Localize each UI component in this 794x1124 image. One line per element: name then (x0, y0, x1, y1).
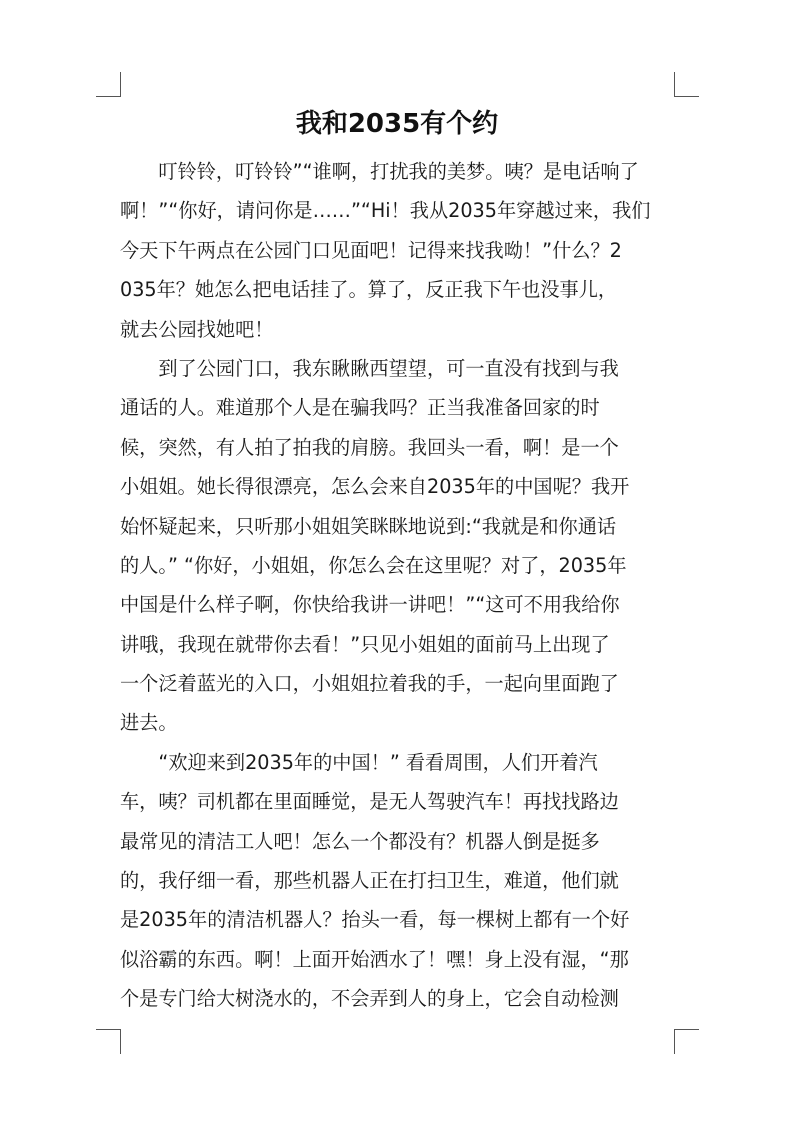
text-line: 讲哦，我现在就带你去看！”只见小姐姐的面前马上出现了 (120, 632, 610, 656)
text-line: 的，我仔细一看，那些机器人正在打扫卫生，难道，他们就 (120, 869, 619, 893)
text-line: 的人。” “你好，小姐姐，你怎么会在这里呢？对了，2035年 (120, 553, 627, 577)
text-line: 就去公园找她吧！ (120, 317, 274, 341)
text-line: 是2035年的清洁机器人？抬头一看，每一棵树上都有一个好 (120, 908, 630, 932)
text-line: 最常见的清洁工人吧！怎么一个都没有？机器人倒是挺多 (120, 829, 600, 853)
text-line: 到了公园门口，我东瞅瞅西望望，可一直没有找到与我 (120, 356, 619, 380)
text-line: 个是专门给大树浇水的，不会弄到人的身上，它会自动检测 (120, 987, 619, 1011)
text-line: 035年？她怎么把电话挂了。算了，反正我下午也没事儿， (120, 278, 618, 302)
page-corner-mark-bottom-right (674, 1029, 699, 1054)
page-corner-mark-top-left (96, 72, 121, 97)
document-title: 我和2035有个约 (295, 109, 499, 139)
text-line: 一个泛着蓝光的入口，小姐姐拉着我的手，一起向里面跑了 (120, 672, 619, 696)
text-line: 通话的人。难道那个人是在骗我吗？正当我准备回家的时 (120, 396, 600, 420)
text-line: 进去。 (120, 711, 178, 735)
text-line: 小姐姐。她长得很漂亮，怎么会来自2035年的中国呢？我开 (120, 475, 630, 499)
text-line: 候，突然，有人拍了拍我的肩膀。我回头一看，啊！是一个 (120, 435, 619, 459)
text-line: 中国是什么样子啊，你快给我讲一讲吧！”“这可不用我给你 (120, 593, 620, 617)
page-corner-mark-bottom-left (96, 1029, 121, 1054)
text-line: 车，咦？司机都在里面睡觉，是无人驾驶汽车！再找找路边 (120, 790, 619, 814)
text-line: 啊！”“你好，请问你是……”“Hi！我从2035年穿越过来，我们 (120, 199, 651, 223)
text-line: 叮铃铃，叮铃铃”“谁啊，打扰我的美梦。咦？是电话响了 (120, 160, 639, 183)
document-body (120, 152, 676, 1019)
text-line: 今天下午两点在公园门口见面吧！记得来找我呦！”什么？2 (120, 238, 622, 262)
text-line: “欢迎来到2035年的中国！” 看看周围，人们开着汽 (120, 750, 598, 774)
page-corner-mark-top-right (674, 72, 699, 97)
text-line: 始怀疑起来，只听那小姐姐笑眯眯地说到:“我就是和你通话 (120, 514, 617, 538)
text-line: 似浴霸的东西。啊！上面开始洒水了！嘿！身上没有湿，“那 (120, 947, 629, 971)
